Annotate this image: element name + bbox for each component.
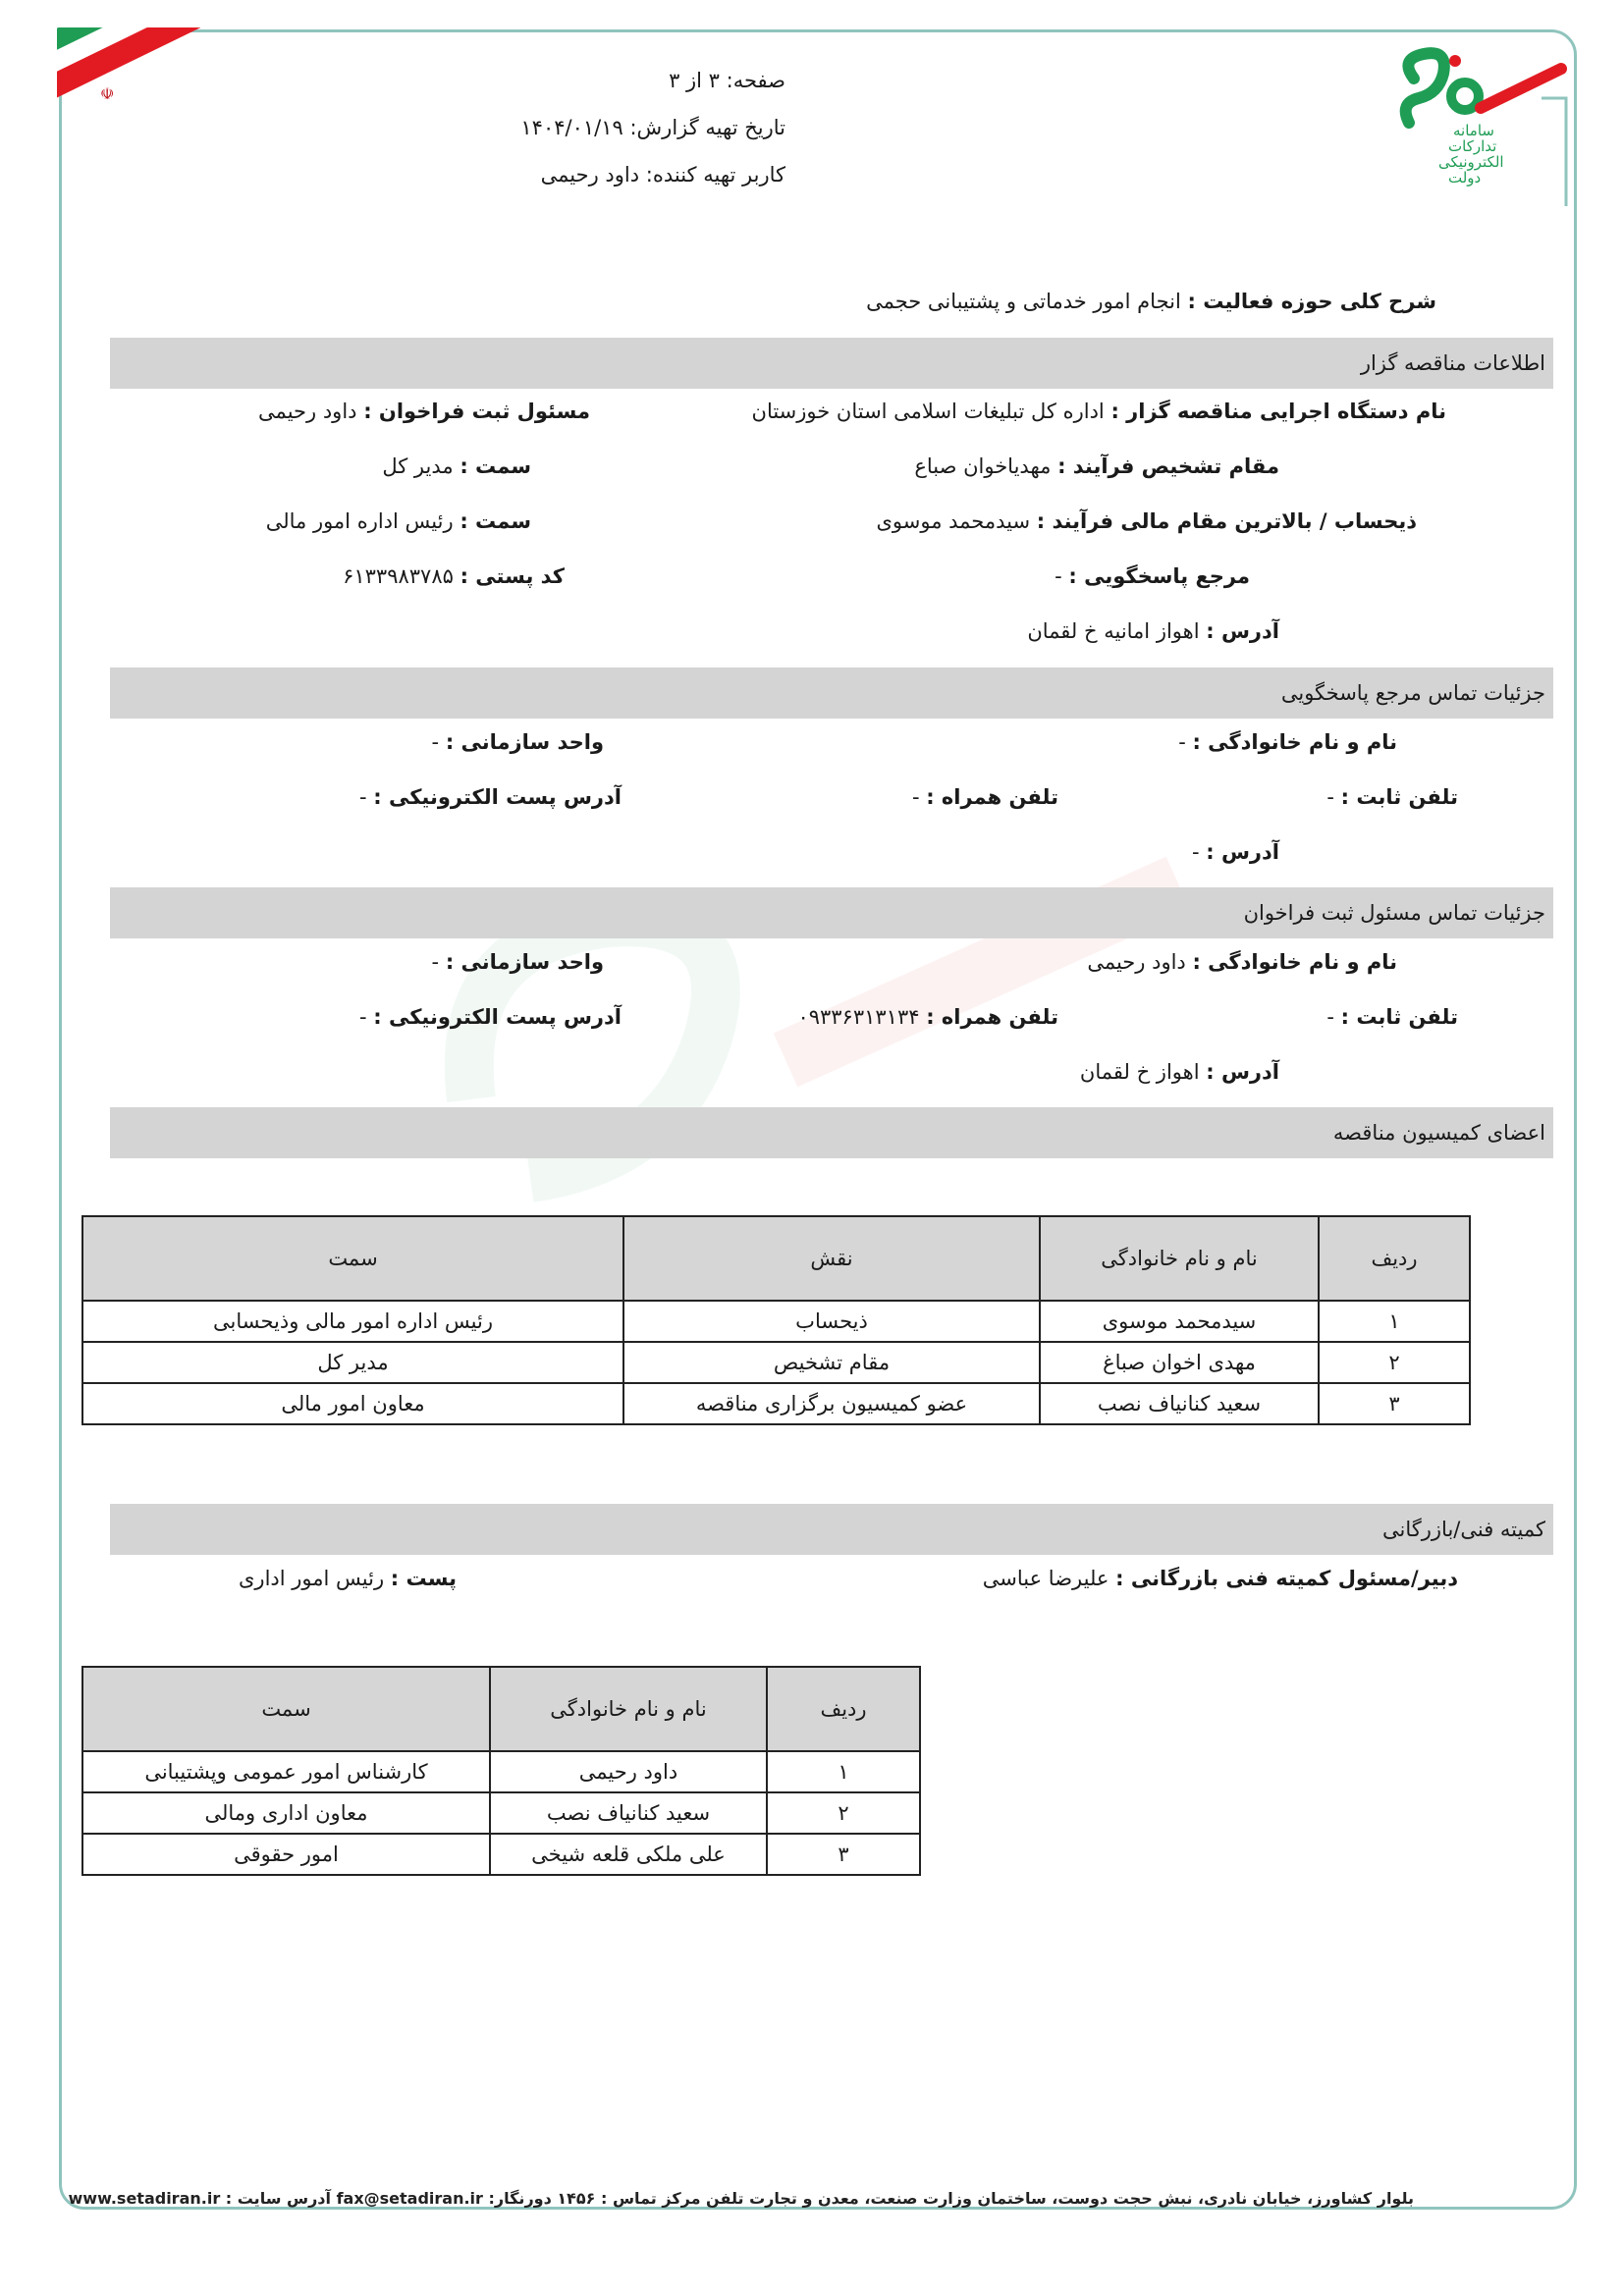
flag-emblem-icon: ☫ bbox=[100, 84, 115, 103]
org-value: اداره کل تبلیغات اسلامی استان خوزستان bbox=[751, 400, 1105, 423]
cell-position: مدیر کل bbox=[82, 1342, 623, 1383]
commission-header-row bbox=[82, 1216, 1470, 1301]
cell-position: معاون اداری ومالی bbox=[82, 1792, 490, 1834]
reference-value: - bbox=[1055, 564, 1062, 588]
report-date-label: تاریخ تهیه گزارش: bbox=[629, 116, 785, 139]
ref-email bbox=[359, 785, 622, 809]
reg-unit-label: واحد سازمانی : bbox=[445, 950, 604, 974]
col-role: نقش bbox=[623, 1216, 1040, 1301]
ref-email-value: - bbox=[358, 785, 367, 809]
col-name: نام و نام خانوادگی bbox=[490, 1667, 767, 1751]
tenderer-reference bbox=[1055, 564, 1250, 588]
section-tech-title: کمیته فنی/بازرگانی bbox=[110, 1504, 1553, 1555]
report-date bbox=[393, 116, 785, 139]
cell-position: معاون امور مالی bbox=[82, 1383, 623, 1424]
tenderer-authority bbox=[914, 454, 1279, 478]
logo-text-2: تدارکات bbox=[1448, 137, 1497, 155]
cell-name: داود رحیمی bbox=[490, 1751, 767, 1792]
page-footer: بلوار کشاورز، خیابان نادری، نبش حجت دوست، ساختمان وزارت صنعت، معدن و تجارت تلفن مرکز تماس : ۱۴۵۶ دورنگار: fax@setadiran.ir آدرس سایت : www.setadiran.ir bbox=[68, 2189, 1414, 2208]
reg-mobile-label: تلفن همراه : bbox=[926, 1005, 1058, 1029]
commission-table bbox=[81, 1215, 1471, 1425]
tech-post bbox=[239, 1567, 457, 1590]
ref-address bbox=[1192, 840, 1279, 864]
cell-role: عضو کمیسیون برگزاری مناقصه bbox=[623, 1383, 1040, 1424]
cell-name: سعید کنانیاف نصب bbox=[1040, 1383, 1319, 1424]
ref-address-label: آدرس : bbox=[1206, 840, 1279, 864]
tech-secretary-label: دبیر/مسئول کمیته فنی بازرگانی : bbox=[1115, 1567, 1458, 1590]
accountant-value: سیدمحمد موسوی bbox=[876, 509, 1031, 533]
logo-text-4: دولت bbox=[1448, 169, 1482, 187]
reg-address bbox=[1080, 1060, 1279, 1084]
ref-email-label: آدرس پست الکترونیکی : bbox=[373, 785, 622, 809]
ref-phone-label: تلفن ثابت : bbox=[1340, 785, 1458, 809]
activity-label: شرح کلی حوزه فعالیت : bbox=[1187, 290, 1436, 313]
reg-phone-value: - bbox=[1326, 1005, 1334, 1029]
reg-address-label: آدرس : bbox=[1206, 1060, 1279, 1084]
cell-position: کارشناس امور عمومی وپشتیبانی bbox=[82, 1751, 490, 1792]
tenderer-accountant bbox=[876, 509, 1417, 533]
ref-name-value: - bbox=[1178, 730, 1186, 754]
ref-phone bbox=[1326, 785, 1458, 809]
position-1-label: سمت : bbox=[460, 454, 531, 478]
setad-logo bbox=[1394, 39, 1571, 206]
reg-email bbox=[359, 1005, 622, 1029]
ref-name-label: نام و نام خانوادگی : bbox=[1192, 730, 1397, 754]
col-index: ردیف bbox=[767, 1667, 920, 1751]
ref-mobile-label: تلفن همراه : bbox=[926, 785, 1058, 809]
reg-phone bbox=[1326, 1005, 1458, 1029]
cell-position: رئیس اداره امور مالی وذیحسابی bbox=[82, 1301, 623, 1342]
report-date-value: ۱۴۰۴/۰۱/۱۹ bbox=[520, 116, 623, 139]
position-2-label: سمت : bbox=[460, 509, 531, 533]
authority-label: مقام تشخیص فرآیند : bbox=[1057, 454, 1279, 478]
ref-mobile bbox=[912, 785, 1058, 809]
reg-unit-value: - bbox=[431, 950, 440, 974]
cell-index: ۱ bbox=[767, 1751, 920, 1792]
reg-email-value: - bbox=[358, 1005, 367, 1029]
position-1-value: مدیر کل bbox=[382, 454, 454, 478]
cell-index: ۳ bbox=[767, 1834, 920, 1875]
table-row bbox=[82, 1792, 920, 1834]
page-number bbox=[393, 69, 785, 92]
cell-name: سعید کنانیاف نصب bbox=[490, 1792, 767, 1834]
registrar-value: داود رحیمی bbox=[258, 400, 357, 423]
reg-name-label: نام و نام خانوادگی : bbox=[1192, 950, 1397, 974]
section-tenderer-title: اطلاعات مناقصه گزار bbox=[110, 338, 1553, 389]
activity-row bbox=[866, 290, 1436, 313]
postal-label: کد پستی : bbox=[460, 564, 565, 588]
cell-name: علی ملکی قلعه شیخی bbox=[490, 1834, 767, 1875]
ref-name bbox=[1178, 730, 1397, 754]
iran-flag-ribbon bbox=[57, 27, 283, 155]
table-row bbox=[82, 1301, 1470, 1342]
report-user-label: کاربر تهیه کننده: bbox=[645, 163, 785, 187]
tech-secretary bbox=[983, 1567, 1458, 1590]
page-value: ۳ از ۳ bbox=[669, 69, 720, 92]
address-label: آدرس : bbox=[1206, 619, 1279, 643]
cell-name: مهدی اخوان صباغ bbox=[1040, 1342, 1319, 1383]
tech-post-value: رئیس امور اداری bbox=[238, 1567, 385, 1590]
col-position: سمت bbox=[82, 1216, 623, 1301]
tech-header-row bbox=[82, 1667, 920, 1751]
activity-value: انجام امور خدماتی و پشتیبانی حجمی bbox=[866, 290, 1181, 313]
col-position: سمت bbox=[82, 1667, 490, 1751]
tenderer-position-1 bbox=[382, 454, 531, 478]
table-row bbox=[82, 1834, 920, 1875]
ref-phone-value: - bbox=[1326, 785, 1334, 809]
table-row bbox=[82, 1342, 1470, 1383]
section-reg-contact-title: جزئیات تماس مسئول ثبت فراخوان bbox=[110, 887, 1553, 938]
col-name: نام و نام خانوادگی bbox=[1040, 1216, 1319, 1301]
page-label: صفحه: bbox=[726, 69, 785, 92]
report-user bbox=[393, 163, 785, 187]
logo-text-1: سامانه bbox=[1453, 122, 1494, 139]
cell-position: امور حقوقی bbox=[82, 1834, 490, 1875]
reg-mobile-value: ۰۹۳۳۶۳۱۳۱۳۴ bbox=[797, 1005, 920, 1029]
authority-value: مهدیاخوان صباع bbox=[914, 454, 1052, 478]
registrar-label: مسئول ثبت فراخوان : bbox=[363, 400, 590, 423]
org-label: نام دستگاه اجرایی مناقصه گزار : bbox=[1110, 400, 1446, 423]
cell-index: ۲ bbox=[1319, 1342, 1470, 1383]
accountant-label: ذیحساب / بالاترین مقام مالی فرآیند : bbox=[1036, 509, 1417, 533]
cell-index: ۱ bbox=[1319, 1301, 1470, 1342]
reg-address-value: اهواز خ لقمان bbox=[1079, 1060, 1200, 1084]
tenderer-postal-code bbox=[343, 564, 565, 588]
reg-name bbox=[1087, 950, 1397, 974]
cell-role: مقام تشخیص bbox=[623, 1342, 1040, 1383]
ref-unit-label: واحد سازمانی : bbox=[445, 730, 604, 754]
logo-text-3: الکترونیکی bbox=[1438, 153, 1504, 171]
col-index: ردیف bbox=[1319, 1216, 1470, 1301]
ref-unit-value: - bbox=[431, 730, 440, 754]
reference-label: مرجع پاسخگویی : bbox=[1068, 564, 1250, 588]
reg-email-label: آدرس پست الکترونیکی : bbox=[373, 1005, 622, 1029]
ref-address-value: - bbox=[1191, 840, 1200, 864]
tech-secretary-value: علیرضا عباسی bbox=[982, 1567, 1109, 1590]
postal-value: ۶۱۳۳۹۸۳۷۸۵ bbox=[343, 564, 454, 588]
position-2-value: رئیس اداره امور مالی bbox=[265, 509, 454, 533]
cell-index: ۲ bbox=[767, 1792, 920, 1834]
reg-phone-label: تلفن ثابت : bbox=[1340, 1005, 1458, 1029]
tech-post-label: پست : bbox=[390, 1567, 457, 1590]
tech-committee-table bbox=[81, 1666, 921, 1876]
tenderer-address bbox=[1027, 619, 1279, 643]
table-row bbox=[82, 1383, 1470, 1424]
section-ref-contact-title: جزئیات تماس مرجع پاسخگویی bbox=[110, 667, 1553, 719]
section-commission-title: اعضای کمیسیون مناقصه bbox=[110, 1107, 1553, 1158]
tenderer-registrar bbox=[258, 400, 590, 423]
tenderer-org bbox=[752, 400, 1446, 423]
address-value: اهواز امانیه خ لقمان bbox=[1027, 619, 1200, 643]
table-row bbox=[82, 1751, 920, 1792]
report-user-value: داود رحیمی bbox=[540, 163, 640, 187]
tenderer-position-2 bbox=[266, 509, 531, 533]
ref-unit bbox=[432, 730, 604, 754]
cell-name: سیدمحمد موسوی bbox=[1040, 1301, 1319, 1342]
ref-mobile-value: - bbox=[911, 785, 920, 809]
reg-mobile bbox=[797, 1005, 1058, 1029]
reg-unit bbox=[432, 950, 604, 974]
reg-name-value: داود رحیمی bbox=[1087, 950, 1186, 974]
cell-index: ۳ bbox=[1319, 1383, 1470, 1424]
cell-role: ذیحساب bbox=[623, 1301, 1040, 1342]
